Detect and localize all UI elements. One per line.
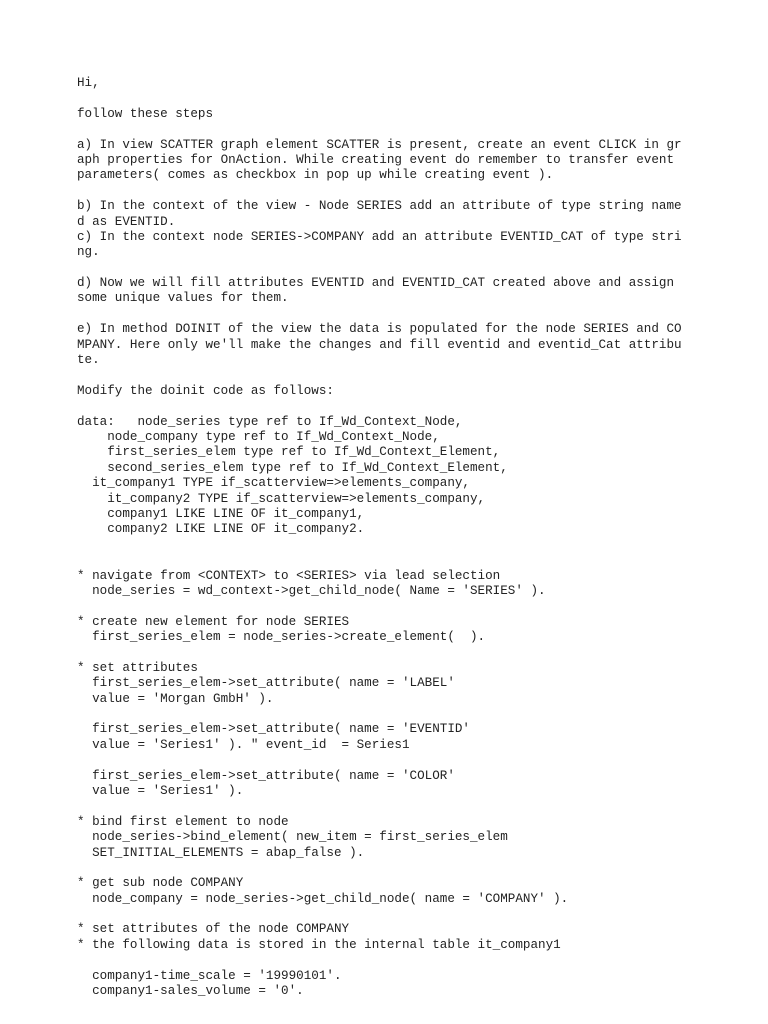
text-line: first_series_elem = node_series->create_element( ).: [77, 630, 486, 645]
text-line: node_series->bind_element( new_item = first_series_elem: [77, 830, 508, 845]
text-line: ng.: [77, 245, 100, 260]
text-line: e) In method DOINIT of the view the data is populated for the node SERIES and CO: [77, 322, 682, 337]
text-line: [77, 645, 757, 660]
text-line: a) In view SCATTER graph element SCATTER is present, create an event CLICK in gr: [77, 137, 682, 152]
text-line: * the following data is stored in the internal table it_company1: [77, 937, 561, 952]
text-line: some unique values for them.: [77, 291, 289, 306]
text-line: company2 LIKE LINE OF it_company2.: [77, 522, 365, 537]
text-line: company1 LIKE LINE OF it_company1,: [77, 506, 365, 521]
text-line: d) Now we will fill attributes EVENTID and EVENTID_CAT created above and assign: [77, 276, 675, 291]
text-line: [77, 184, 757, 199]
text-line: te.: [77, 353, 100, 368]
text-line: aph properties for OnAction. While creating event do remember to transfer event: [77, 152, 675, 167]
text-line: it_company1 TYPE if_scatterview=>elements_company,: [77, 476, 470, 491]
text-line: Hi,: [77, 76, 100, 90]
text-line: value = 'Series1' ).: [77, 783, 244, 798]
text-line: value = 'Morgan GmbH' ).: [77, 691, 274, 706]
text-line: [77, 907, 757, 922]
text-line: [77, 953, 757, 968]
text-line: d as EVENTID.: [77, 214, 176, 229]
text-line: node_company = node_series->get_child_node( name = 'COMPANY' ).: [77, 891, 569, 906]
text-line: MPANY. Here only we'll make the changes and fill eventid and eventid_Cat attribu: [77, 337, 682, 352]
text-line: * set attributes: [77, 660, 198, 675]
document-page: [77, 76, 757, 999]
text-line: company1-time_scale = '19990101'.: [77, 968, 342, 983]
text-line: [77, 707, 757, 722]
text-line: [77, 538, 757, 553]
text-line: * bind first element to node: [77, 814, 289, 829]
text-line: first_series_elem->set_attribute( name = 'EVENTID': [77, 722, 470, 737]
text-line: [77, 861, 757, 876]
text-line: company1-sales_volume = '0'.: [77, 984, 304, 999]
text-line: [77, 307, 757, 322]
text-line: Modify the doinit code as follows:: [77, 383, 334, 398]
text-line: first_series_elem->set_attribute( name = 'LABEL': [77, 676, 455, 691]
text-line: [77, 799, 757, 814]
text-line: [77, 122, 757, 137]
text-line: [77, 91, 757, 106]
text-line: b) In the context of the view - Node SERIES add an attribute of type string name: [77, 199, 682, 214]
text-line: second_series_elem type ref to If_Wd_Context_Element,: [77, 460, 508, 475]
text-line: [77, 753, 757, 768]
text-line: parameters( comes as checkbox in pop up while creating event ).: [77, 168, 554, 183]
text-line: value = 'Series1' ). " event_id = Series1: [77, 737, 410, 752]
text-line: [77, 368, 757, 383]
text-line: * get sub node COMPANY: [77, 876, 244, 891]
text-line: [77, 599, 757, 614]
text-line: node_company type ref to If_Wd_Context_Node,: [77, 429, 440, 444]
text-line: first_series_elem->set_attribute( name = 'COLOR': [77, 768, 455, 783]
text-line: first_series_elem type ref to If_Wd_Context_Element,: [77, 445, 501, 460]
text-line: * set attributes of the node COMPANY: [77, 922, 350, 937]
text-line: follow these steps: [77, 106, 214, 121]
text-line: [77, 399, 757, 414]
text-line: data: node_series type ref to If_Wd_Context_Node,: [77, 414, 463, 429]
text-line: SET_INITIAL_ELEMENTS = abap_false ).: [77, 845, 365, 860]
text-line: [77, 553, 757, 568]
text-line: c) In the context node SERIES->COMPANY add an attribute EVENTID_CAT of type stri: [77, 229, 682, 244]
text-line: * navigate from <CONTEXT> to <SERIES> via lead selection: [77, 568, 501, 583]
text-line: * create new element for node SERIES: [77, 614, 350, 629]
text-line: [77, 261, 757, 276]
text-line: it_company2 TYPE if_scatterview=>elements_company,: [77, 491, 486, 506]
text-line: node_series = wd_context->get_child_node( Name = 'SERIES' ).: [77, 583, 546, 598]
